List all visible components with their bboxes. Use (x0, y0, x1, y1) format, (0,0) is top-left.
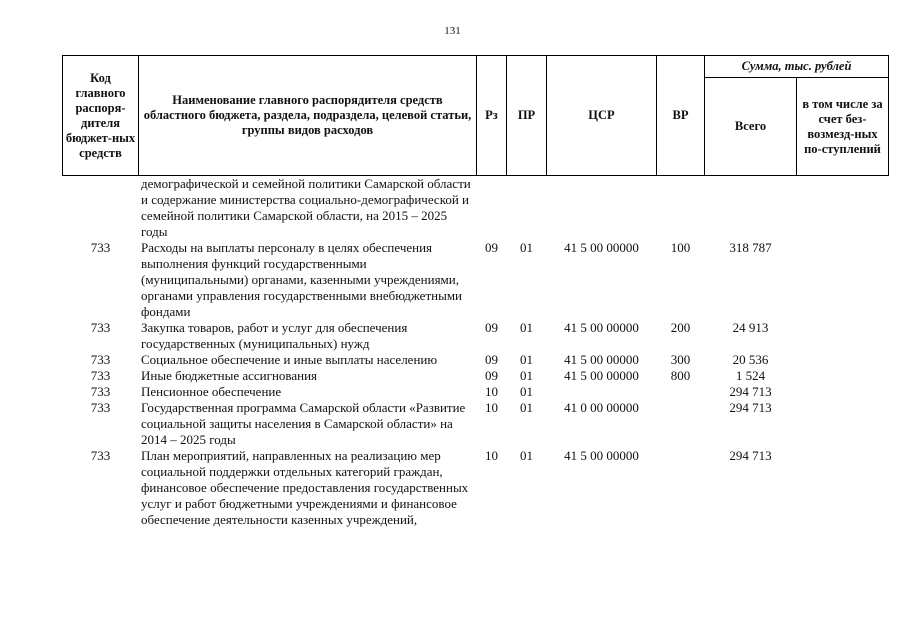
cell-rz: 09 (485, 320, 498, 335)
cell-total: 294 713 (729, 448, 772, 463)
table-row (63, 352, 889, 368)
header-name: Наименование главного распорядителя средств областного бюджета, раздела, подраздела, целевой статьи, группы видов расходов (139, 56, 477, 176)
cell-vr (657, 384, 705, 400)
cell-rz: 09 (485, 352, 498, 367)
cell-name: Закупка товаров, работ и услуг для обеспечения государственных (муниципальных) нужд (141, 320, 408, 351)
cell-total: 294 713 (729, 400, 772, 415)
cell-name: Расходы на выплаты персоналу в целях обеспечения выполнения функций государственными (муниципальными) органами, казенными учреждениями, органами управления государственными внебюджетными фондами (141, 240, 463, 319)
cell-vr: 200 (670, 320, 691, 335)
header-sum: Сумма, тыс. рублей (705, 56, 889, 78)
cell-pr: 01 (520, 448, 533, 463)
table-row (63, 320, 889, 352)
cell-code: 733 (90, 368, 111, 383)
table-row (63, 384, 889, 400)
header-csr: ЦСР (547, 56, 657, 176)
table-row (63, 240, 889, 320)
cell-total: 318 787 (729, 240, 772, 255)
cell-csr: 41 5 00 00000 (564, 448, 639, 463)
header-rz: Рз (477, 56, 507, 176)
cell-total (705, 176, 797, 241)
cell-rz: 10 (485, 384, 498, 399)
cell-rz (477, 176, 507, 241)
cell-pr: 01 (520, 384, 533, 399)
cell-code: 733 (90, 384, 111, 399)
cell-total: 20 536 (732, 352, 769, 367)
header-code: Код главного распоря-дителя бюджет-ных средств (63, 56, 139, 176)
header-vr: ВР (657, 56, 705, 176)
cell-vr: 800 (670, 368, 691, 383)
cell-name: Иные бюджетные ассигнования (141, 368, 318, 383)
cell-total: 294 713 (729, 384, 772, 399)
cell-csr: 41 5 00 00000 (564, 320, 639, 335)
table-row (63, 368, 889, 384)
header-total: Всего (705, 78, 797, 176)
cell-total: 24 913 (732, 320, 769, 335)
cell-rz: 10 (485, 400, 498, 415)
cell-pr: 01 (520, 400, 533, 415)
cell-pr: 01 (520, 352, 533, 367)
cell-name: Социальное обеспечение и иные выплаты населению (141, 352, 438, 367)
cell-free (797, 240, 889, 320)
cell-code (63, 176, 139, 241)
cell-code: 733 (90, 352, 111, 367)
cell-name: Государственная программа Самарской области «Развитие социальной защиты населения в Самарской области» на 2014 – 2025 годы (141, 400, 466, 447)
cell-csr: 41 0 00 00000 (564, 400, 639, 415)
cell-free (797, 400, 889, 448)
page-number: 131 (444, 25, 461, 37)
cell-rz: 09 (485, 368, 498, 383)
cell-vr (657, 176, 705, 241)
cell-pr: 01 (520, 320, 533, 335)
cell-code: 733 (90, 400, 111, 415)
header-free: в том числе за счет без-возмезд-ных по-ступлений (797, 78, 889, 176)
header-pr: ПР (507, 56, 547, 176)
cell-code: 733 (90, 240, 111, 255)
budget-table (62, 55, 889, 528)
cell-name: План мероприятий, направленных на реализацию мер социальной поддержки отдельных категорий граждан, финансовое обеспечение предоставления государственных услуг и работ бюджетными учреждениями и финансовое обеспечение деятельности казенных учреждений, (141, 448, 469, 527)
cell-code: 733 (90, 448, 111, 463)
cell-rz: 09 (485, 240, 498, 255)
cell-csr: 41 5 00 00000 (564, 240, 639, 255)
cell-name: демографической и семейной политики Самарской области и содержание министерства социально-демографической и семейной политики Самарской области, на 2015 – 2025 годы (141, 176, 471, 239)
cell-rz: 10 (485, 448, 498, 463)
cell-total: 1 524 (735, 368, 766, 383)
table-row (63, 448, 889, 528)
cell-csr (547, 176, 657, 241)
cell-vr: 100 (670, 240, 691, 255)
cell-free (797, 320, 889, 352)
cell-pr (507, 176, 547, 241)
cell-free (797, 384, 889, 400)
table-row (63, 176, 889, 241)
cell-code: 733 (90, 320, 111, 335)
cell-vr (657, 448, 705, 528)
cell-name: Пенсионное обеспечение (141, 384, 282, 399)
cell-pr: 01 (520, 368, 533, 383)
cell-free (797, 352, 889, 368)
cell-vr: 300 (670, 352, 691, 367)
table-row (63, 400, 889, 448)
cell-csr: 41 5 00 00000 (564, 352, 639, 367)
cell-csr: 41 5 00 00000 (564, 368, 639, 383)
cell-csr (547, 384, 657, 400)
cell-free (797, 176, 889, 241)
cell-vr (657, 400, 705, 448)
cell-free (797, 448, 889, 528)
cell-pr: 01 (520, 240, 533, 255)
cell-free (797, 368, 889, 384)
